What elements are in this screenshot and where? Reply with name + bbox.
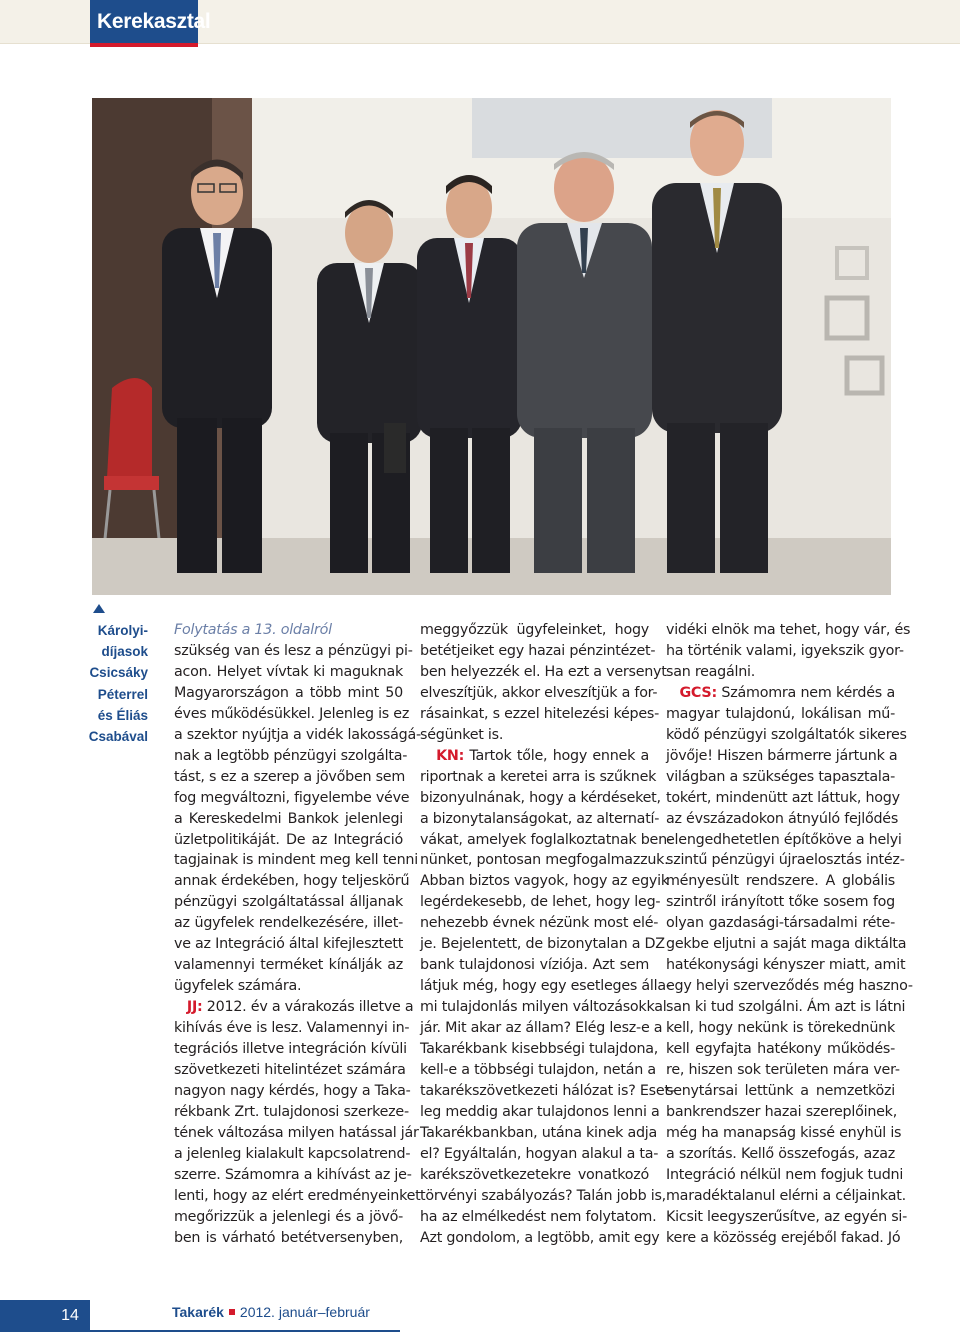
- text-line: ha az elmélkedést nem folytatom.: [420, 1208, 657, 1225]
- text-line: szerre. Számomra a kihívást az je-: [174, 1166, 412, 1183]
- photo-caption: [88, 620, 148, 747]
- caption-line: és Éliás: [97, 707, 148, 723]
- text-line: Magyarországon a több mint 50: [174, 684, 403, 701]
- footer-date: 2012. január–február: [239, 1304, 370, 1320]
- text-line: fog megváltozni, figyelembe véve: [174, 789, 410, 806]
- caption-line: Csicsáky: [89, 665, 148, 681]
- text-line: Azt gondolom, a legtöbb, amit egy: [420, 1229, 660, 1246]
- text-line: lenti, hogy az elért eredményeinket: [174, 1187, 421, 1204]
- footer-issue: [172, 1304, 370, 1320]
- text-line: a szektor nyújtja a vidék lakosságá-: [174, 726, 421, 743]
- text-line: san reagálni.: [666, 663, 756, 680]
- text-line: pénzügyi szolgáltatással álljanak: [174, 894, 403, 911]
- text-line: san ki tud szolgálni. Ám azt is látni: [666, 999, 906, 1016]
- text-line: tegrációs illetve integráción kívüli: [174, 1041, 407, 1058]
- text-line: valamennyi terméket kínálják az: [174, 957, 403, 974]
- text-line: takarékszövetkezeti hálózat is? Eset-: [420, 1082, 675, 1099]
- caption-line: díjasok: [101, 644, 148, 660]
- text-line: az ügyfelek rendelkezésére, illet-: [174, 915, 403, 932]
- section-title: Kerekasztal: [90, 0, 198, 43]
- text-line: szövetkezeti hitelintézet számára: [174, 1062, 406, 1079]
- text-line: magyar tulajdonú, lokálisan mű-: [666, 705, 895, 722]
- caption-line: Károlyi-: [97, 623, 148, 638]
- text-line: megőrizzük a jelenlegi és a jövő-: [174, 1208, 403, 1225]
- footer-brand: Takarék: [172, 1304, 224, 1320]
- text-line: tást, s ez a szerep a jövőben sem: [174, 768, 406, 785]
- text-line: mi tulajdonlás milyen változásokkal: [420, 999, 667, 1016]
- article-column-2: [420, 620, 675, 1249]
- text-line: re, hiszen sok területen mára ver-: [666, 1062, 900, 1079]
- section-title-underline: [90, 43, 198, 47]
- caption-line: Csabával: [88, 729, 148, 745]
- page-number: 14: [61, 1307, 79, 1324]
- text-line: nehezebb évnek nézünk most elé-: [420, 915, 659, 932]
- text-line: a Kereskedelmi Bankok jelenlegi: [174, 810, 403, 827]
- article-column-3: [666, 620, 913, 1249]
- text-line: maradéktalanul elérni a céljainkat.: [666, 1187, 906, 1204]
- text-line: hatékonysági kényszer miatt, amit: [666, 957, 906, 974]
- text-line: Integráció nélkül nem fogjuk tudni: [666, 1166, 904, 1183]
- caption-line: Péterrel: [97, 686, 148, 702]
- group-photo-illustration: [92, 98, 891, 595]
- text-line: tagjainak is mindent meg kell tenni: [174, 852, 418, 869]
- text-line: jövője! Hiszen bármerre jártunk a: [666, 747, 898, 764]
- text-line: világban a szükséges tapasztala-: [666, 768, 895, 785]
- text-line: karékszövetkezetekre vonatkozó: [420, 1166, 649, 1183]
- text-line: éves működésükkel. Jelenleg is ez: [174, 705, 410, 722]
- text-line: ben is várható betétversenyben,: [174, 1229, 403, 1246]
- text-line: annak érdekében, hogy teljeskörű: [174, 873, 410, 890]
- text-line: nak a legtöbb pénzügyi szolgálta-: [174, 747, 408, 764]
- text-line: gekbe eljutni a saját maga diktálta: [666, 936, 907, 953]
- text-line: rásainkat, s ezzel hitelezési képes-: [420, 705, 659, 722]
- continued-note: Folytatás a 13. oldalról: [174, 622, 332, 638]
- text-line: a szorítás. Kellő összefogás, azaz: [666, 1145, 895, 1162]
- text-line: egy helyi szerveződés még haszno-: [666, 978, 913, 995]
- text-line: bizonyulnának, hogy a kérdéseket,: [420, 789, 661, 806]
- text-line: kell egyfajta hatékony működés-: [666, 1041, 895, 1058]
- text-line: acon. Helyet vívtak ki maguknak: [174, 663, 403, 680]
- text-line: [174, 997, 414, 1018]
- text-line: még ha manapság kissé enyhül is: [666, 1124, 902, 1141]
- text-line: kere a közösség erejéből fakad. Jó: [666, 1229, 901, 1246]
- text-line: je. Bejelentett, de bizonytalan a DZ: [420, 936, 665, 953]
- speaker-kn: KN:: [436, 747, 465, 764]
- text-line: ha történik valami, igyekszik gyor-: [666, 642, 904, 659]
- text-line: rékbank Zrt. tulajdonosi szerkeze-: [174, 1103, 409, 1120]
- text-line: meggyőzzük ügyfeleinket, hogy: [420, 622, 649, 638]
- text-line: leg meddig akar tulajdonos lenni a: [420, 1103, 660, 1120]
- text-line: senytársai lettünk a nemzetközi: [666, 1082, 895, 1099]
- text-line: kihívás éve is lesz. Valamennyi in-: [174, 1020, 410, 1037]
- text-line: legérdekesebb, de lehet, hogy leg-: [420, 894, 661, 911]
- text-line: bank tulajdonosi víziója. Azt sem: [420, 957, 649, 974]
- text-line: [420, 746, 649, 767]
- text-line: üzletpolitikáját. De az Integráció: [174, 831, 403, 848]
- text-line: kell, hogy nekünk is törekednünk: [666, 1020, 895, 1037]
- text-line: [666, 683, 895, 704]
- speaker-gcs: GCS:: [679, 684, 717, 701]
- text-line: Takarékbank kisebbségi tulajdona,: [420, 1041, 659, 1058]
- text-line: bankrendszer hazai szereplőinek,: [666, 1103, 898, 1120]
- speaker-text: Tartok tőle, hogy ennek a: [464, 747, 649, 764]
- text-line: Kicsit leegyszerűsítve, az egyén si-: [666, 1208, 908, 1225]
- speaker-text: Számomra nem kérdés a: [716, 684, 895, 701]
- caption-arrow-icon: [93, 604, 105, 613]
- text-line: elengedhetetlen építőköve a helyi: [666, 831, 902, 848]
- text-line: vidéki elnök ma tehet, hogy vár, és: [666, 622, 911, 638]
- text-line: jár. Mit akar az állam? Elég lesz-e a: [420, 1020, 663, 1037]
- text-line: tének változása milyen hatással jár: [174, 1124, 419, 1141]
- text-line: ményesült rendszere. A globális: [666, 873, 895, 890]
- text-line: szükség van és lesz a pénzügyi pi-: [174, 642, 413, 659]
- speaker-text: 2012. év a várakozás illetve a: [202, 999, 414, 1016]
- text-line: látjuk még, hogy egy esetleges álla-: [420, 978, 671, 995]
- article-column-1: [174, 620, 421, 1249]
- text-line: szintű pénzügyi újraelosztás intéz-: [666, 852, 905, 869]
- text-line: ben helyezzék el. Ha ezt a versenyt: [420, 663, 667, 680]
- text-line: a jelenleg kialakult kapcsolatrend-: [174, 1145, 411, 1162]
- text-line: nünket, pontosan megfogalmazzuk.: [420, 852, 669, 869]
- bullet-icon: [229, 1309, 235, 1315]
- text-line: törvényi szabályozás? Talán jobb is,: [420, 1187, 666, 1204]
- text-line: el? Egyáltalán, hogyan alakul a ta-: [420, 1145, 659, 1162]
- text-line: nagyon nagy kérdés, hogy a Taka-: [174, 1082, 411, 1099]
- text-line: az évszázadokon átnyúló fejlődés: [666, 810, 899, 827]
- text-line: tokért, mindenütt azt láttuk, hogy: [666, 789, 900, 806]
- text-line: ségünket is.: [420, 726, 504, 743]
- text-line: Abban biztos vagyok, hogy az egyik: [420, 873, 669, 890]
- text-line: elveszítjük, akkor elveszítjük a for-: [420, 684, 658, 701]
- text-line: olyan gazdasági-társadalmi réte-: [666, 915, 895, 932]
- text-line: vákat, amelyek foglalkoztatnak ben-: [420, 831, 672, 848]
- text-line: ködő pénzügyi szolgáltatók sikeres: [666, 726, 907, 743]
- page-number-box: [0, 1300, 90, 1332]
- speaker-jj: JJ:: [186, 999, 203, 1016]
- text-line: ve az Integráció által kifejlesztett: [174, 936, 404, 953]
- text-line: szintről irányított tőke sosem fog: [666, 894, 895, 911]
- text-line: Takarékbankban, utána kinek adja: [420, 1124, 658, 1141]
- text-line: riportnak a keretei arra is szűknek: [420, 768, 657, 785]
- text-line: kell-e a többségi tulajdon, netán a: [420, 1062, 656, 1079]
- text-line: ügyfelek számára.: [174, 978, 302, 995]
- group-photo: [92, 98, 891, 595]
- text-line: a bizonytalanságokat, az alternatí-: [420, 810, 660, 827]
- text-line: betétjeiket egy hazai pénzintézet-: [420, 642, 656, 659]
